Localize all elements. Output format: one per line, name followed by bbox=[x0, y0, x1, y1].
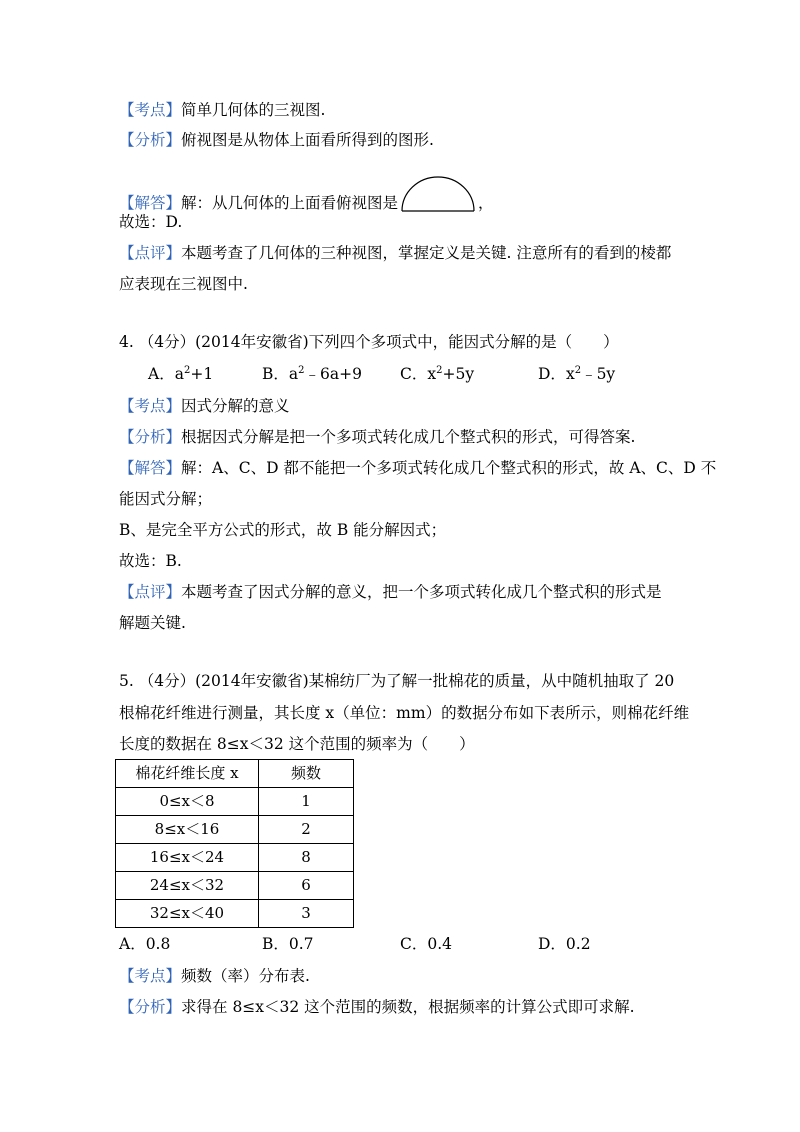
q5-option-c: C．0.4 bbox=[400, 935, 453, 953]
table-row bbox=[116, 788, 354, 816]
q4-jieda-text1: 解：A、C、D 都不能把一个多项式转化成几个整式积的形式，故 A、C、D 不 bbox=[181, 459, 717, 477]
q4-option-c-rest: +5y bbox=[442, 365, 475, 383]
q3-jieda-after: ， bbox=[478, 194, 494, 212]
frequency-table bbox=[115, 759, 354, 928]
q4-fenxi-tag: 【分析】 bbox=[119, 428, 182, 446]
q4-jieda-line3: B、是完全平方公式的形式，故 B 能分解因式； bbox=[119, 521, 447, 539]
q3-dianping-line1 bbox=[119, 243, 671, 263]
q4-option-b-sup: 2 bbox=[298, 365, 305, 376]
table-cell-range: 24≤x＜32 bbox=[116, 872, 259, 900]
q3-jieda-tag: 【解答】 bbox=[119, 194, 182, 212]
q4-jieda-line1 bbox=[119, 458, 716, 478]
q5-fenxi-tag: 【分析】 bbox=[119, 998, 182, 1016]
q5-option-b: B．0.7 bbox=[262, 935, 314, 953]
q4-option-b-base: a bbox=[288, 365, 299, 383]
table-cell-range: 8≤x＜16 bbox=[116, 816, 259, 844]
q5-kaodian-tag: 【考点】 bbox=[119, 967, 182, 985]
q5-stem-line2: 根棉花纤维进行测量，其长度 x（单位：mm）的数据分布如下表所示，则棉花纤维 bbox=[119, 704, 690, 722]
table-cell-count: 3 bbox=[259, 900, 354, 928]
q5-stem-line1: 5. （4分）(2014年安徽省)某棉纺厂为了解一批棉花的质量，从中随机抽取了 20 bbox=[119, 672, 675, 690]
q4-option-d-label: D． bbox=[538, 365, 566, 383]
q3-kaodian-text: 简单几何体的三视图. bbox=[181, 101, 326, 119]
q4-option-b bbox=[262, 364, 362, 384]
q3-jieda-line bbox=[119, 175, 494, 213]
q4-option-c-sup: 2 bbox=[436, 365, 443, 376]
table-cell-count: 2 bbox=[259, 816, 354, 844]
q5-kaodian-line bbox=[119, 966, 310, 986]
table-cell-count: 6 bbox=[259, 872, 354, 900]
q4-option-d-rest: ﹣5y bbox=[581, 365, 616, 383]
q4-dianping-text1: 本题考查了因式分解的意义，把一个多项式转化成几个整式积的形式是 bbox=[181, 583, 662, 601]
table-cell-range: 16≤x＜24 bbox=[116, 844, 259, 872]
q4-option-c-label: C． bbox=[400, 365, 428, 383]
q4-option-a-sup: 2 bbox=[183, 365, 191, 376]
q4-option-b-rest: ﹣6a+9 bbox=[304, 365, 362, 383]
q3-dianping-text1: 本题考查了几何体的三种视图，掌握定义是关键. 注意所有的看到的棱都 bbox=[181, 244, 672, 262]
q3-jieda-text: 解：从几何体的上面看俯视图是 bbox=[181, 194, 399, 212]
q4-kaodian-line bbox=[119, 396, 290, 416]
q5-option-d: D．0.2 bbox=[538, 935, 591, 953]
table-cell-count: 1 bbox=[259, 788, 354, 816]
q4-dianping-tag: 【点评】 bbox=[119, 583, 182, 601]
q4-option-d-sup: 2 bbox=[574, 365, 582, 376]
q4-kaodian-tag: 【考点】 bbox=[119, 397, 182, 415]
q4-fenxi-text: 根据因式分解是把一个多项式转化成几个整式积的形式，可得答案. bbox=[181, 428, 636, 446]
q5-stem-line3: 长度的数据在 8≤x＜32 这个范围的频率为（ ） bbox=[119, 735, 475, 753]
table-cell-range: 32≤x＜40 bbox=[116, 900, 259, 928]
table-cell-count: 8 bbox=[259, 844, 354, 872]
q4-dianping-line2: 解题关键. bbox=[119, 614, 186, 632]
table-row bbox=[116, 900, 354, 928]
q3-kaodian-line bbox=[119, 100, 325, 120]
q4-answer: 故选：B. bbox=[119, 552, 182, 570]
q5-kaodian-text: 频数（率）分布表. bbox=[181, 967, 310, 985]
table-header-frequency: 频数 bbox=[259, 760, 354, 788]
table-row bbox=[116, 872, 354, 900]
q3-dianping-line2: 应表现在三视图中. bbox=[119, 275, 248, 293]
table-header-length: 棉花纤维长度 x bbox=[116, 760, 259, 788]
q4-option-a bbox=[148, 364, 213, 384]
q4-option-a-rest: +1 bbox=[190, 365, 214, 383]
semicircle-top-view-figure bbox=[399, 175, 477, 213]
table-header-row bbox=[116, 760, 354, 788]
q4-option-c-base: x bbox=[427, 365, 437, 383]
q5-option-a: A．0.8 bbox=[119, 935, 171, 953]
q4-option-c bbox=[400, 364, 474, 384]
q4-dianping-line1 bbox=[119, 582, 662, 602]
q4-jieda-tag: 【解答】 bbox=[119, 459, 182, 477]
table-row bbox=[116, 844, 354, 872]
q5-fenxi-text: 求得在 8≤x＜32 这个范围的频数，根据频率的计算公式即可求解. bbox=[181, 998, 635, 1016]
q5-fenxi-line bbox=[119, 997, 635, 1017]
q4-option-d-base: x bbox=[565, 365, 575, 383]
q4-jieda-line2: 能因式分解； bbox=[119, 490, 213, 508]
q4-stem: 4. （4分）(2014年安徽省)下列四个多项式中，能因式分解的是（ ） bbox=[119, 333, 619, 351]
q4-option-a-label: A． bbox=[148, 365, 175, 383]
q3-kaodian-tag: 【考点】 bbox=[119, 101, 182, 119]
q3-fenxi-line bbox=[119, 130, 434, 150]
q3-dianping-tag: 【点评】 bbox=[119, 244, 182, 262]
table-cell-range: 0≤x＜8 bbox=[116, 788, 259, 816]
q3-fenxi-tag: 【分析】 bbox=[119, 131, 182, 149]
q4-option-d bbox=[538, 364, 615, 384]
table-row bbox=[116, 816, 354, 844]
q3-fenxi-text: 俯视图是从物体上面看所得到的图形. bbox=[181, 131, 434, 149]
q4-kaodian-text: 因式分解的意义 bbox=[181, 397, 290, 415]
q3-answer: 故选：D. bbox=[119, 213, 183, 231]
q4-option-a-base: a bbox=[174, 365, 184, 383]
q4-fenxi-line bbox=[119, 427, 635, 447]
q4-option-b-label: B． bbox=[262, 365, 289, 383]
